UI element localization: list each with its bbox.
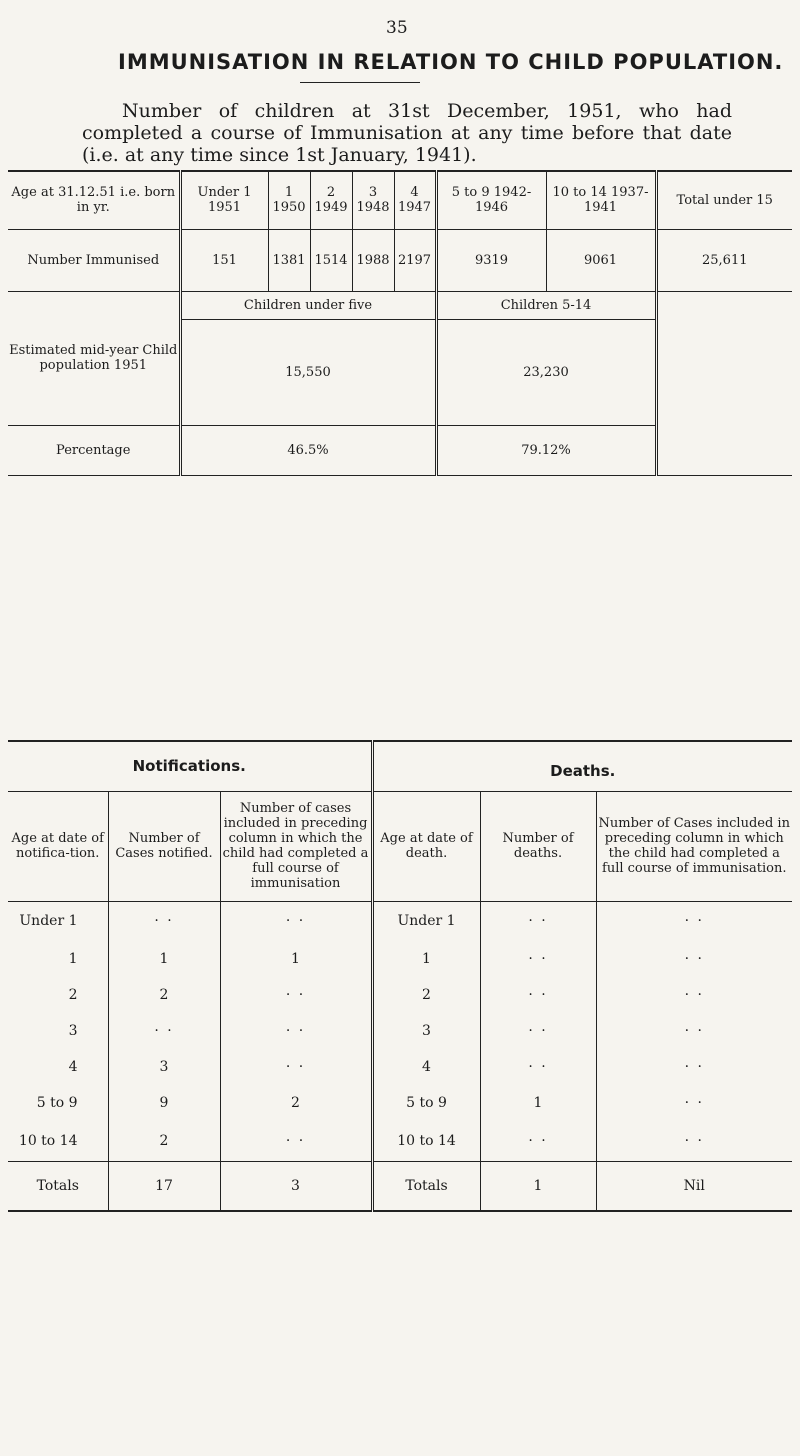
cell: · · xyxy=(220,901,372,941)
immunised-label: Number Immunised xyxy=(8,229,180,291)
population-label: Estimated mid-year Child population 1951 xyxy=(8,291,180,425)
totals-label: Totals xyxy=(372,1161,480,1211)
age-col: 1 1950 xyxy=(268,171,310,229)
group-under-five: Children under five xyxy=(180,291,436,319)
totals-cell: Nil xyxy=(683,1177,705,1194)
totals-row xyxy=(8,1161,792,1211)
cell: · · xyxy=(220,977,372,1013)
group-five-to-fourteen: Children 5-14 xyxy=(436,291,656,319)
title-underline xyxy=(300,82,420,83)
age-label: Age at 31.12.51 i.e. born in yr. xyxy=(8,171,180,229)
age-col: 3 1948 xyxy=(352,171,394,229)
age-col: Total under 15 xyxy=(676,192,773,208)
cell: · · xyxy=(480,1013,596,1049)
cell: · · xyxy=(480,1121,596,1161)
deaths-heading: Deaths. xyxy=(372,741,792,791)
col-header: Age at date of death. xyxy=(372,791,480,901)
cell: · · xyxy=(684,913,704,930)
totals-cell: 17 xyxy=(108,1161,220,1211)
cell: 1 xyxy=(372,941,480,977)
age-col: 4 1947 xyxy=(394,171,436,229)
col-header: Age at date of notifica-tion. xyxy=(8,791,108,901)
totals-cell: 1 xyxy=(480,1161,596,1211)
cell: · · xyxy=(684,951,704,967)
notifications-heading: Notifications. xyxy=(8,741,372,791)
immunised-value: 9061 xyxy=(546,229,656,291)
cell: · · xyxy=(684,1023,704,1039)
age-col: 10 to 14 1937-1941 xyxy=(546,171,656,229)
page-title: IMMUNISATION IN RELATION TO CHILD POPULATION. xyxy=(118,50,784,74)
col-header: Number of Cases included in preceding column in which the child had completed a full course of immunisation. xyxy=(596,791,792,901)
cell: 2 xyxy=(372,977,480,1013)
page-number: 35 xyxy=(386,18,408,38)
cell: · · xyxy=(480,941,596,977)
population-five-to-fourteen: 23,230 xyxy=(436,319,656,425)
cell: · · xyxy=(480,901,596,941)
cell: · · xyxy=(684,1132,704,1149)
immunised-value: 151 xyxy=(180,229,268,291)
table-row xyxy=(8,941,792,977)
cell: · · xyxy=(684,987,704,1003)
cell: 2 xyxy=(108,1121,220,1161)
cell: · · xyxy=(480,1049,596,1085)
cell: · · xyxy=(108,901,220,941)
cell: · · xyxy=(480,977,596,1013)
cell: 1 xyxy=(108,941,220,977)
percentage-five-to-fourteen: 79.12% xyxy=(436,425,656,475)
totals-label: Totals xyxy=(8,1161,108,1211)
col-header: Number of Cases notified. xyxy=(108,791,220,901)
cell: · · xyxy=(220,1121,372,1161)
cell: 2 xyxy=(8,977,108,1013)
percentage-under-five: 46.5% xyxy=(180,425,436,475)
table-row xyxy=(8,1085,792,1121)
population-under-five: 15,550 xyxy=(180,319,436,425)
immunised-value: 1381 xyxy=(268,229,310,291)
cell: 5 to 9 xyxy=(372,1085,480,1121)
age-col: 5 to 9 1942-1946 xyxy=(436,171,546,229)
cell: · · xyxy=(108,1013,220,1049)
age-col: Under 1 1951 xyxy=(180,171,268,229)
age-col: 2 1949 xyxy=(310,171,352,229)
cell: · · xyxy=(684,1095,704,1111)
notifications-deaths-table xyxy=(8,740,792,1212)
totals-cell: 3 xyxy=(220,1161,372,1211)
cell: 3 xyxy=(108,1049,220,1085)
table-row xyxy=(8,901,792,941)
cell: 3 xyxy=(8,1013,108,1049)
table-row xyxy=(8,1013,792,1049)
immunised-total: 25,611 xyxy=(656,229,792,291)
cell: Under 1 xyxy=(8,901,108,941)
cell: 3 xyxy=(372,1013,480,1049)
immunised-value: 2197 xyxy=(394,229,436,291)
cell: 1 xyxy=(220,941,372,977)
cell: 9 xyxy=(108,1085,220,1121)
cell: 1 xyxy=(480,1085,596,1121)
immunised-value: 1514 xyxy=(310,229,352,291)
cell: · · xyxy=(684,1059,704,1075)
total-empty-cell xyxy=(656,291,792,475)
cell: Under 1 xyxy=(372,901,480,941)
immunised-value: 1988 xyxy=(352,229,394,291)
cell: · · xyxy=(220,1049,372,1085)
cell: 5 to 9 xyxy=(8,1085,108,1121)
table-row xyxy=(8,1121,792,1161)
percentage-label: Percentage xyxy=(8,425,180,475)
immunised-value: 9319 xyxy=(436,229,546,291)
cell: 2 xyxy=(220,1085,372,1121)
cell: 10 to 14 xyxy=(8,1121,108,1161)
immunisation-table xyxy=(8,170,792,476)
cell: 1 xyxy=(8,941,108,977)
cell: 2 xyxy=(108,977,220,1013)
cell: · · xyxy=(220,1013,372,1049)
col-header: Number of cases included in preceding column in which the child had completed a full course of immunisation xyxy=(220,791,372,901)
table-row xyxy=(8,977,792,1013)
col-header: Number of deaths. xyxy=(480,791,596,901)
intro-paragraph: Number of children at 31st December, 1951, who had completed a course of Immunisation at any time before that date (i.e. at any time since 1st January, 1941). xyxy=(82,100,732,166)
cell: 10 to 14 xyxy=(372,1121,480,1161)
table-row xyxy=(8,1049,792,1085)
cell: 4 xyxy=(372,1049,480,1085)
cell: 4 xyxy=(8,1049,108,1085)
